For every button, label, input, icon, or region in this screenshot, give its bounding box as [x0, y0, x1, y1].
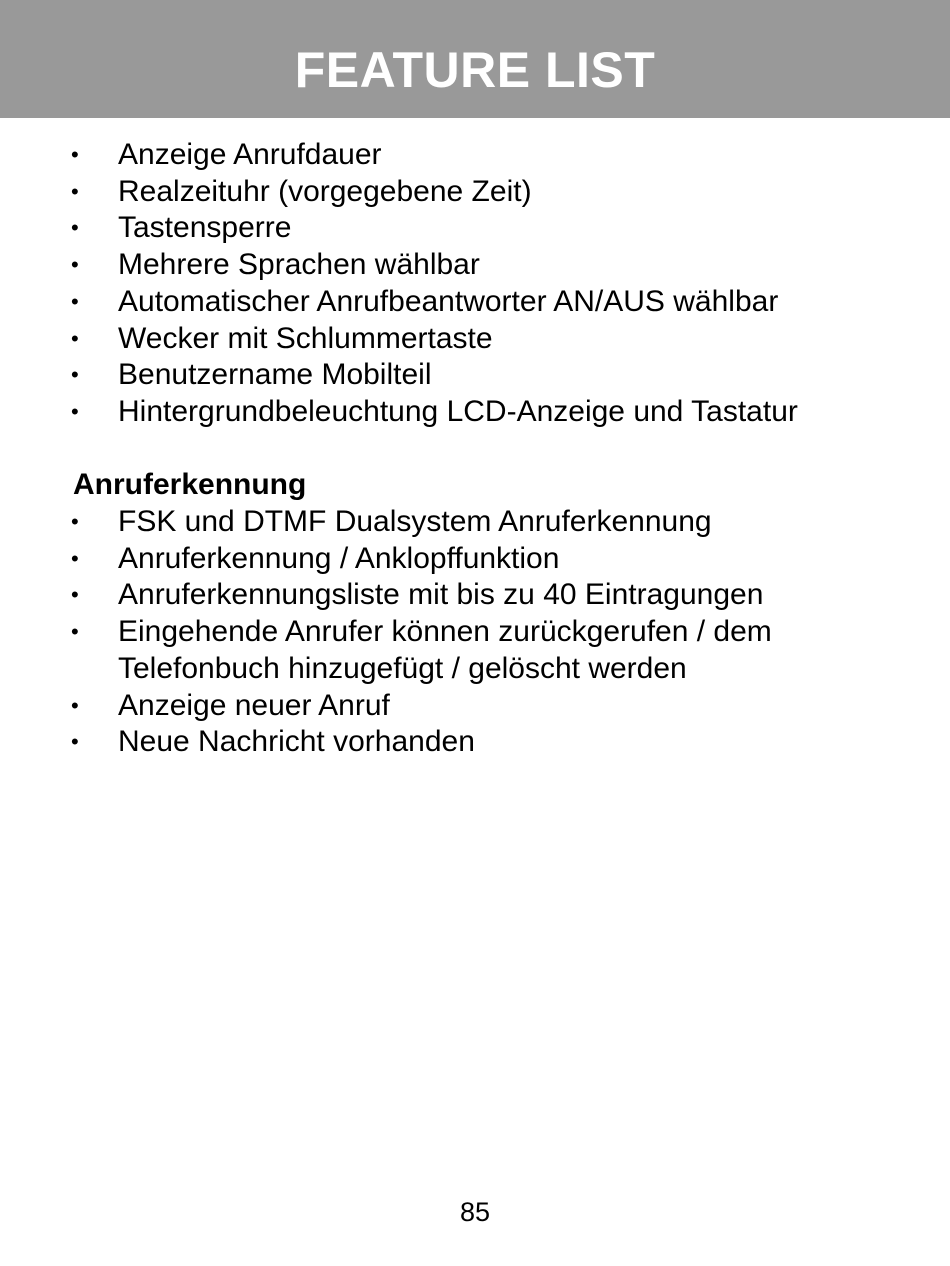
- list-item: [0, 541, 950, 578]
- list-item-text: Realzeituhr (vorgegebene Zeit): [118, 174, 532, 208]
- bullet-icon: •: [71, 692, 79, 718]
- list-item: [0, 247, 950, 284]
- bullet-icon: •: [71, 178, 79, 204]
- bullet-icon: •: [71, 325, 79, 351]
- page-title: FEATURE LIST: [294, 42, 656, 98]
- list-item: [0, 614, 950, 687]
- bullet-icon: •: [71, 729, 79, 755]
- list-item: [0, 357, 950, 394]
- list-item: [0, 688, 950, 725]
- list-item-text: Wecker mit Schlummertaste: [118, 321, 493, 355]
- list-item-text: Hintergrundbeleuchtung LCD-Anzeige und Tastatur: [118, 394, 798, 428]
- caller-id-list: [0, 504, 950, 761]
- list-item: [0, 724, 950, 761]
- bullet-icon: •: [71, 582, 79, 608]
- list-item-text: Anzeige Anrufdauer: [118, 138, 382, 171]
- list-item-text: Automatischer Anrufbeantworter AN/AUS wählbar: [118, 284, 779, 318]
- list-item: [0, 394, 950, 431]
- list-item-text: Anzeige neuer Anruf: [118, 688, 390, 722]
- bullet-icon: •: [71, 362, 79, 388]
- list-item-text: Mehrere Sprachen wählbar: [118, 248, 480, 282]
- list-item: [0, 137, 950, 174]
- feature-list: [0, 137, 950, 431]
- list-item-text: Tastensperre: [118, 211, 292, 245]
- bullet-icon: •: [71, 288, 79, 314]
- list-item-text: Neue Nachricht vorhanden: [118, 725, 475, 759]
- list-item: [0, 321, 950, 358]
- list-item-text: Benutzername Mobilteil: [118, 358, 432, 392]
- section-heading: Anruferkennung: [73, 468, 307, 501]
- bullet-icon: •: [71, 398, 79, 424]
- list-item: [0, 577, 950, 614]
- bullet-icon: •: [71, 545, 79, 571]
- bullet-icon: •: [71, 509, 79, 534]
- list-item-text: FSK und DTMF Dualsystem Anruferkennung: [118, 505, 712, 538]
- list-item: [0, 210, 950, 247]
- list-item-text: Anruferkennung / Anklopffunktion: [118, 541, 560, 575]
- bullet-icon: •: [71, 252, 79, 278]
- bullet-icon: •: [71, 619, 79, 645]
- list-item: [0, 174, 950, 211]
- list-item-text: Eingehende Anrufer können zurückgerufen / dem Telefonbuch hinzugefügt / gelöscht werden: [118, 615, 772, 685]
- list-item: [0, 504, 950, 541]
- list-item: [0, 284, 950, 321]
- bullet-icon: •: [71, 215, 79, 241]
- bullet-icon: •: [71, 142, 79, 167]
- list-item-text: Anruferkennungsliste mit bis zu 40 Eintragungen: [118, 578, 764, 612]
- page-number: 85: [459, 1197, 491, 1227]
